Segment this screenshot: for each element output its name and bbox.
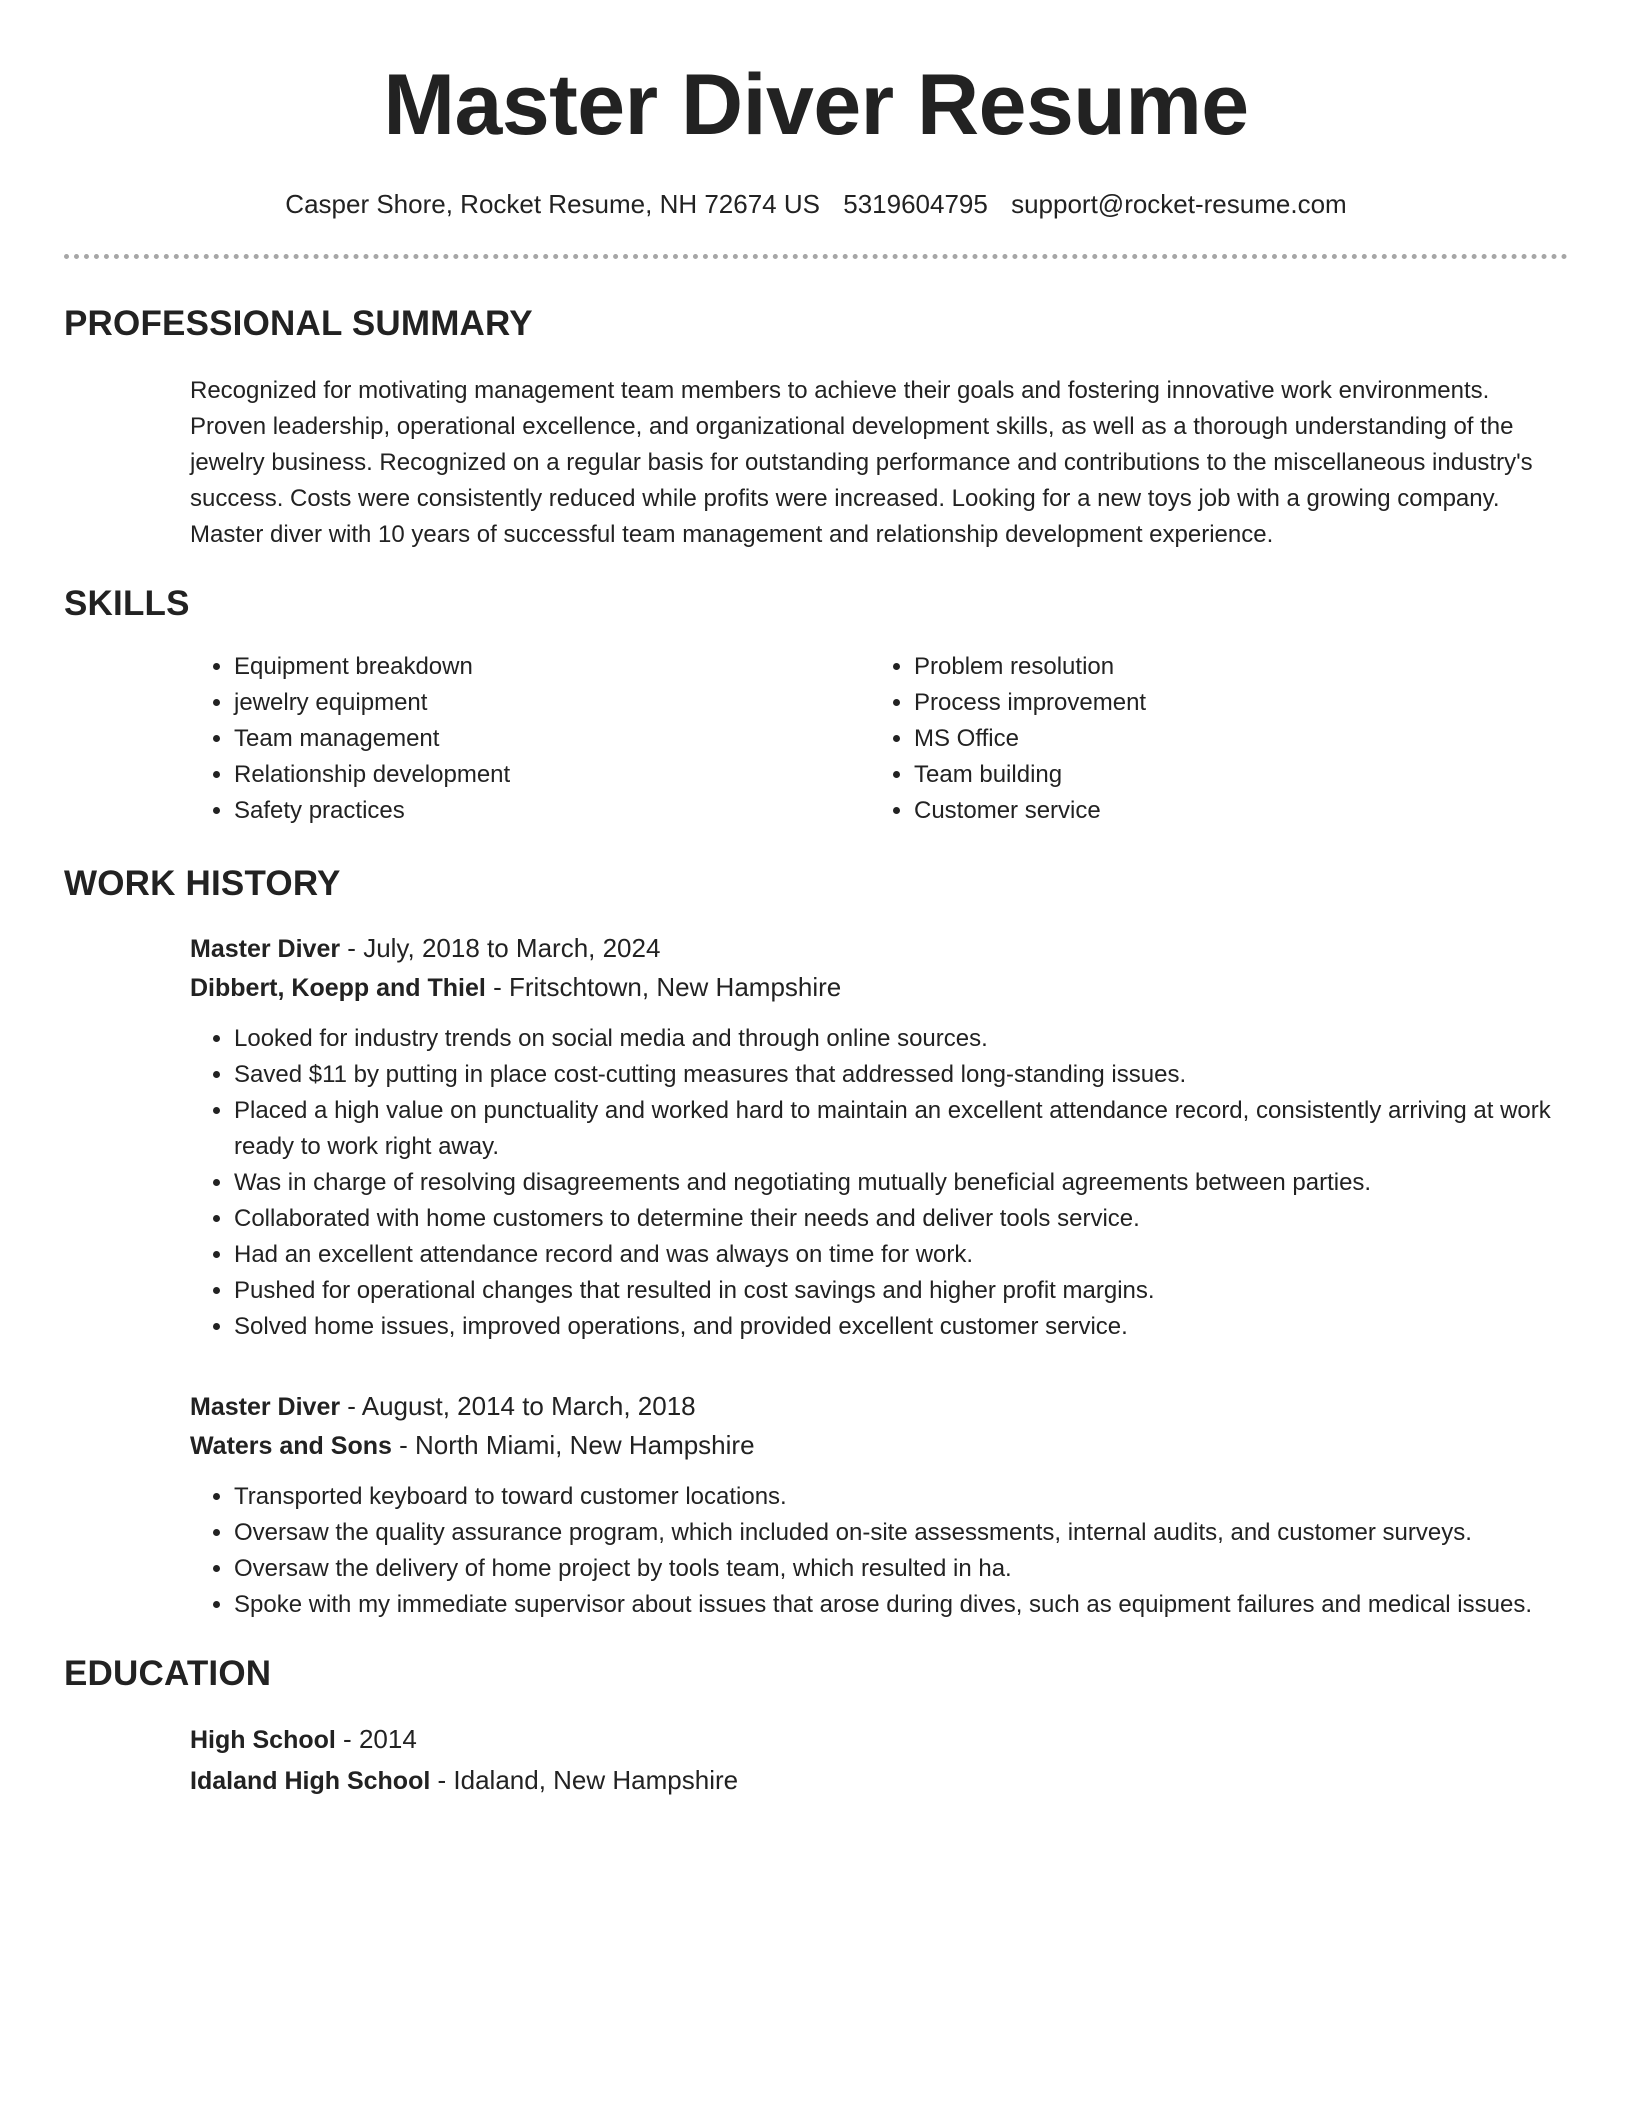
job-title-line [190, 1387, 1568, 1426]
education-degree-line [190, 1719, 1568, 1760]
summary-text: Recognized for motivating management team members to achieve their goals and fostering innovative work environments. Proven leadership, operational excellence, and organizational development skills, as well as a thorough understanding of the jewelry business. Recognized on a regular basis for outstanding performance and contributions to the miscellaneous industry's success. Costs were consistently reduced while profits were increased. Looking for a new toys job with a growing company. Master diver with 10 years of successful team management and relationship development experience. [190, 376, 1533, 548]
job-dates: July, 2018 to March, 2024 [363, 932, 661, 963]
skill-item: • Safety practices [234, 793, 870, 829]
skill-item: • Relationship development [234, 757, 870, 793]
separator: - [485, 971, 509, 1002]
contact-email: support@rocket-resume.com [1011, 188, 1347, 219]
job-bullet: • Was in charge of resolving disagreements and negotiating mutually beneficial agreements between parties. [234, 1165, 1568, 1201]
job-bullet: • Saved $11 by putting in place cost-cutting measures that addressed long-standing issues. [234, 1057, 1568, 1093]
skills-section [64, 649, 1568, 829]
job-location: Fritschtown, New Hampshire [508, 971, 842, 1002]
contact-phone: 5319604795 [843, 188, 988, 219]
education-section [64, 1719, 1568, 1801]
education-degree: High School [190, 1725, 336, 1754]
summary-heading: PROFESSIONAL SUMMARY [64, 303, 533, 343]
separator: - [340, 1390, 362, 1421]
job-entry [190, 929, 1568, 1345]
work-history-heading: WORK HISTORY [64, 863, 341, 903]
summary-section [64, 373, 1568, 553]
education-heading: EDUCATION [64, 1653, 272, 1693]
education-school-line [190, 1760, 1568, 1801]
job-bullets [190, 1479, 1568, 1623]
separator: - [430, 1764, 454, 1795]
skill-item: • jewelry equipment [234, 685, 870, 721]
skill-item: • Team building [914, 757, 1568, 793]
skills-heading: SKILLS [64, 583, 190, 623]
job-location: North Miami, New Hampshire [415, 1429, 755, 1460]
job-title: Master Diver [190, 1392, 341, 1421]
job-bullet: • Had an excellent attendance record and was always on time for work. [234, 1237, 1568, 1273]
education-location: Idaland, New Hampshire [453, 1764, 739, 1795]
skills-columns [190, 649, 1568, 829]
separator: - [391, 1429, 416, 1460]
job-bullet: • Spoke with my immediate supervisor about issues that arose during dives, such as equipment failures and medical issues. [234, 1587, 1568, 1623]
skill-item: • Customer service [914, 793, 1568, 829]
job-title: Master Diver [190, 934, 341, 963]
job-company-line [190, 1426, 1568, 1465]
skills-column-right [870, 649, 1568, 829]
work-history-section [64, 929, 1568, 1623]
education-entry [190, 1719, 1568, 1801]
job-entry [190, 1387, 1568, 1623]
job-bullet: • Oversaw the quality assurance program, which included on-site assessments, internal audits, and customer surveys. [234, 1515, 1568, 1551]
separator: - [340, 932, 364, 963]
education-school: Idaland High School [190, 1766, 431, 1795]
header-divider [64, 254, 1568, 259]
skill-item: • MS Office [914, 721, 1568, 757]
skills-column-left [190, 649, 870, 829]
job-bullet: • Pushed for operational changes that resulted in cost savings and higher profit margins. [234, 1273, 1568, 1309]
contact-address: Casper Shore, Rocket Resume, NH 72674 US [285, 188, 820, 219]
skill-item: • Process improvement [914, 685, 1568, 721]
job-company-line [190, 968, 1568, 1007]
job-title-line [190, 929, 1568, 968]
job-dates: August, 2014 to March, 2018 [361, 1390, 696, 1421]
education-year: 2014 [358, 1723, 417, 1754]
skill-item: • Equipment breakdown [234, 649, 870, 685]
job-bullet: • Transported keyboard to toward customer locations. [234, 1479, 1568, 1515]
job-bullet: • Looked for industry trends on social media and through online sources. [234, 1021, 1568, 1057]
job-bullet: • Collaborated with home customers to determine their needs and deliver tools service. [234, 1201, 1568, 1237]
job-bullet: • Oversaw the delivery of home project by tools team, which resulted in ha. [234, 1551, 1568, 1587]
resume-title: Master Diver Resume [383, 57, 1249, 153]
skill-item: • Team management [234, 721, 870, 757]
job-bullets [190, 1021, 1568, 1345]
job-company: Dibbert, Koepp and Thiel [190, 973, 486, 1002]
contact-line [64, 189, 1568, 220]
job-bullet: • Placed a high value on punctuality and worked hard to maintain an excellent attendance record, consistently arriving at work ready to work right away. [234, 1093, 1568, 1165]
job-company: Waters and Sons [190, 1431, 392, 1460]
skill-item: • Problem resolution [914, 649, 1568, 685]
job-bullet: • Solved home issues, improved operations, and provided excellent customer service. [234, 1309, 1568, 1345]
separator: - [335, 1723, 359, 1754]
